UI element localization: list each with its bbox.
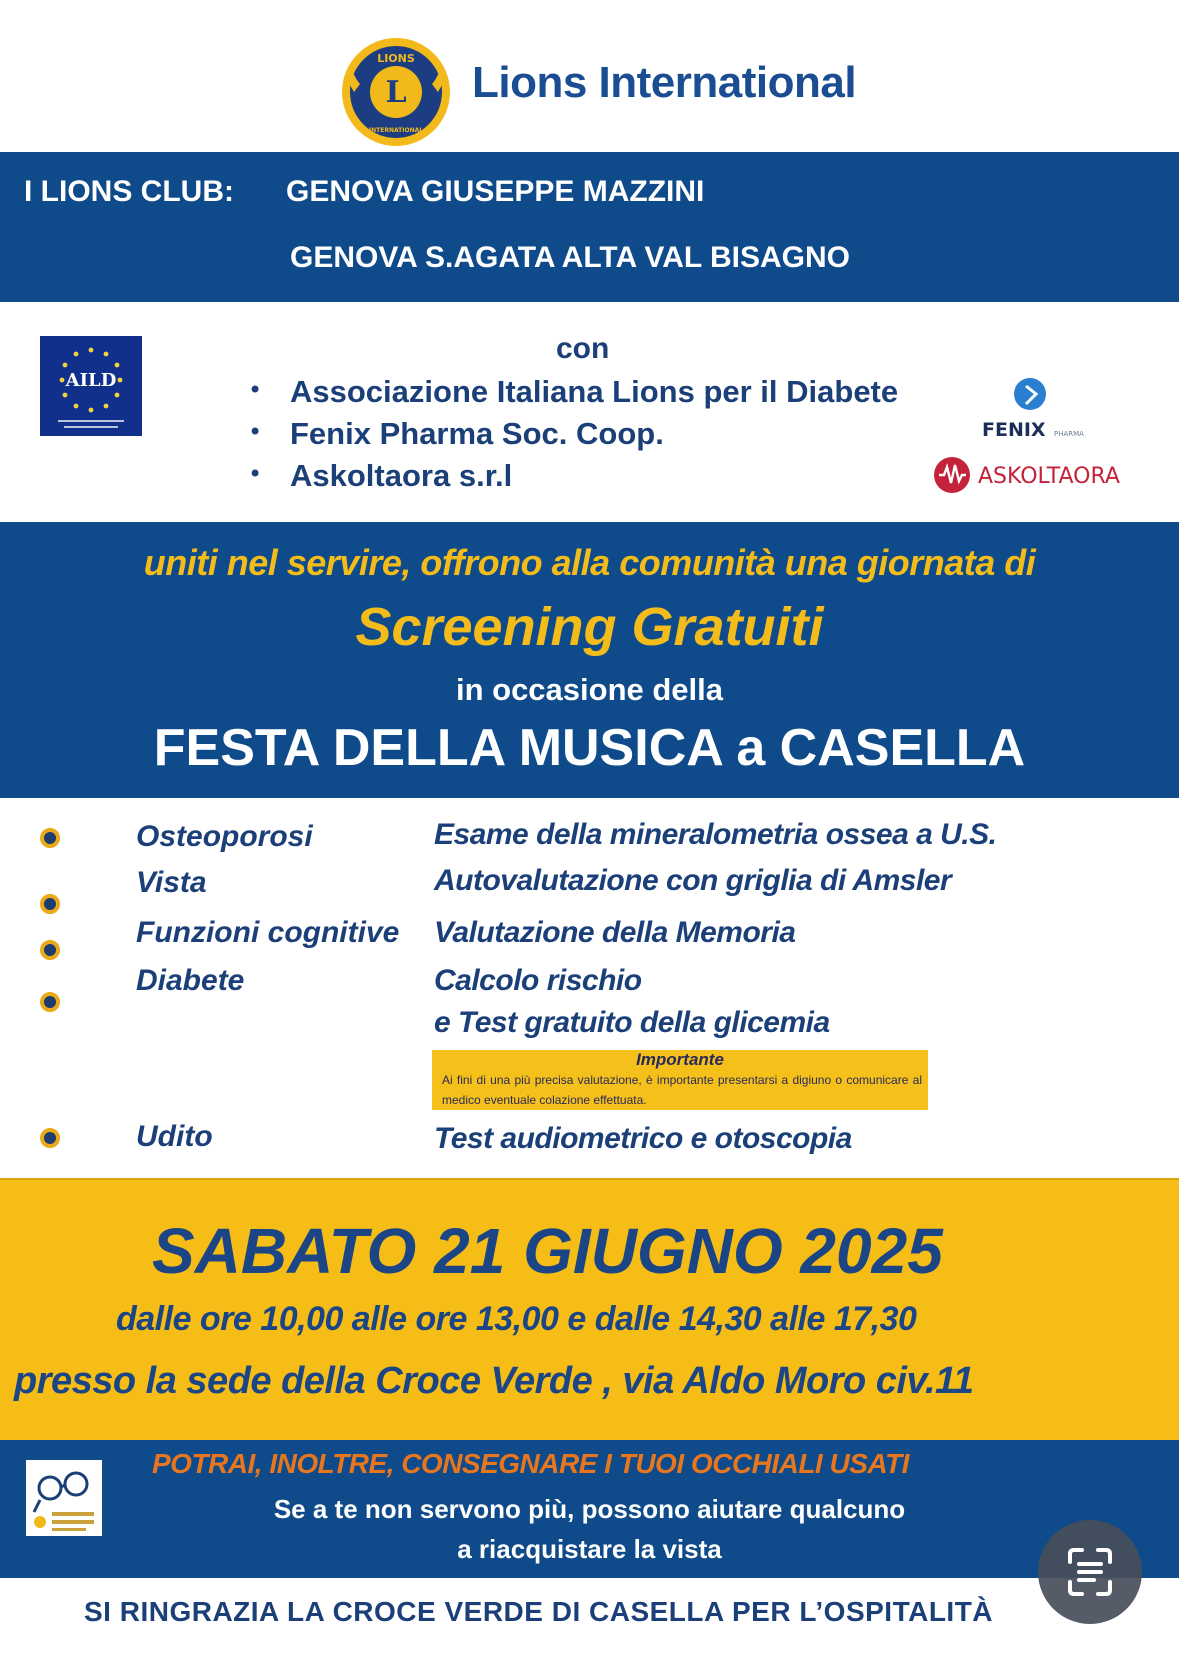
- aild-logo-text: AILD: [65, 370, 117, 391]
- exam-desc-vista: Autovalutazione con griglia di Amsler: [434, 864, 952, 897]
- scan-text-button[interactable]: [1038, 1520, 1142, 1624]
- fenix-logo-text: FENIX: [982, 419, 1046, 441]
- screening-title: Screening Gratuiti: [355, 597, 824, 657]
- thanks-line: SI RINGRAZIA LA CROCE VERDE DI CASELLA PER L’OSPITALITÀ: [84, 1596, 994, 1627]
- scan-text-icon: [1038, 1520, 1142, 1624]
- page-title: Lions International: [472, 58, 857, 107]
- with-label: con: [556, 332, 610, 365]
- exam-name-diabete: Diabete: [136, 964, 245, 997]
- clubs-label: I LIONS CLUB:: [24, 175, 234, 208]
- event-date: SABATO 21 GIUGNO 2025: [152, 1215, 943, 1287]
- lions-logo-letter: L: [385, 75, 407, 110]
- partner-fenix: Fenix Pharma Soc. Coop.: [290, 416, 664, 451]
- glasses-line-1: Se a te non servono più, possono aiutare qualcuno: [273, 1494, 906, 1524]
- lions-logo-top-text: LIONS: [377, 52, 415, 65]
- exam-name-vista: Vista: [136, 866, 207, 899]
- bullet-2: •: [248, 418, 263, 446]
- list-bullet: [40, 940, 60, 960]
- lions-logo: [340, 36, 452, 148]
- bullet-1: •: [248, 376, 263, 404]
- list-bullet: [40, 894, 60, 914]
- important-note-body: Ai fini di una più precisa valutazione, è importante presentarsi a digiuno o comunicare al medico eventuale colazione effettuata.: [442, 1073, 922, 1107]
- exam-desc-diabete: Calcolo rischio: [434, 964, 642, 997]
- askoltaora-logo-text: ASKOLTAORA: [978, 464, 1120, 489]
- exam-desc-osteoporosi: Esame della mineralometria ossea a U.S.: [434, 818, 997, 851]
- important-note-title: Importante: [636, 1050, 724, 1069]
- intro-line: uniti nel servire, offrono alla comunità una giornata di: [143, 542, 1036, 583]
- exam-desc-udito: Test audiometrico e otoscopia: [434, 1122, 852, 1155]
- list-bullet: [40, 828, 60, 848]
- exam-desc-diabete-2: e Test gratuito della glicemia: [434, 1006, 830, 1039]
- fenix-logo: [980, 378, 1100, 450]
- fenix-logo-sub: PHARMA: [1054, 430, 1084, 438]
- event-title: FESTA DELLA MUSICA a CASELLA: [153, 719, 1026, 777]
- partner-aild: Associazione Italiana Lions per il Diabete: [290, 374, 899, 409]
- club-name-1: GENOVA GIUSEPPE MAZZINI: [286, 175, 705, 208]
- partner-askoltaora: Askoltaora s.r.l: [290, 458, 513, 493]
- list-bullet: [40, 1128, 60, 1148]
- exam-name-udito: Udito: [136, 1120, 213, 1153]
- aild-logo: [40, 336, 142, 436]
- glasses-line-2: a riacquistare la vista: [457, 1534, 722, 1564]
- bullet-3: •: [248, 460, 263, 488]
- exam-name-osteoporosi: Osteoporosi: [136, 820, 313, 853]
- glasses-heading: POTRAI, INOLTRE, CONSEGNARE I TUOI OCCHIALI USATI: [152, 1448, 909, 1479]
- occasion-line: in occasione della: [455, 672, 724, 707]
- exam-name-cognitive: Funzioni cognitive: [136, 916, 400, 949]
- askoltaora-logo: [932, 455, 1152, 495]
- club-name-2: GENOVA S.AGATA ALTA VAL BISAGNO: [290, 241, 850, 274]
- event-hours: dalle ore 10,00 alle ore 13,00 e dalle 14,30 alle 17,30: [116, 1300, 917, 1338]
- event-venue: presso la sede della Croce Verde , via Aldo Moro civ.11: [14, 1360, 974, 1402]
- list-bullet: [40, 992, 60, 1012]
- exam-desc-cognitive: Valutazione della Memoria: [434, 916, 796, 949]
- lions-logo-bottom-text: INTERNATIONAL: [368, 127, 424, 134]
